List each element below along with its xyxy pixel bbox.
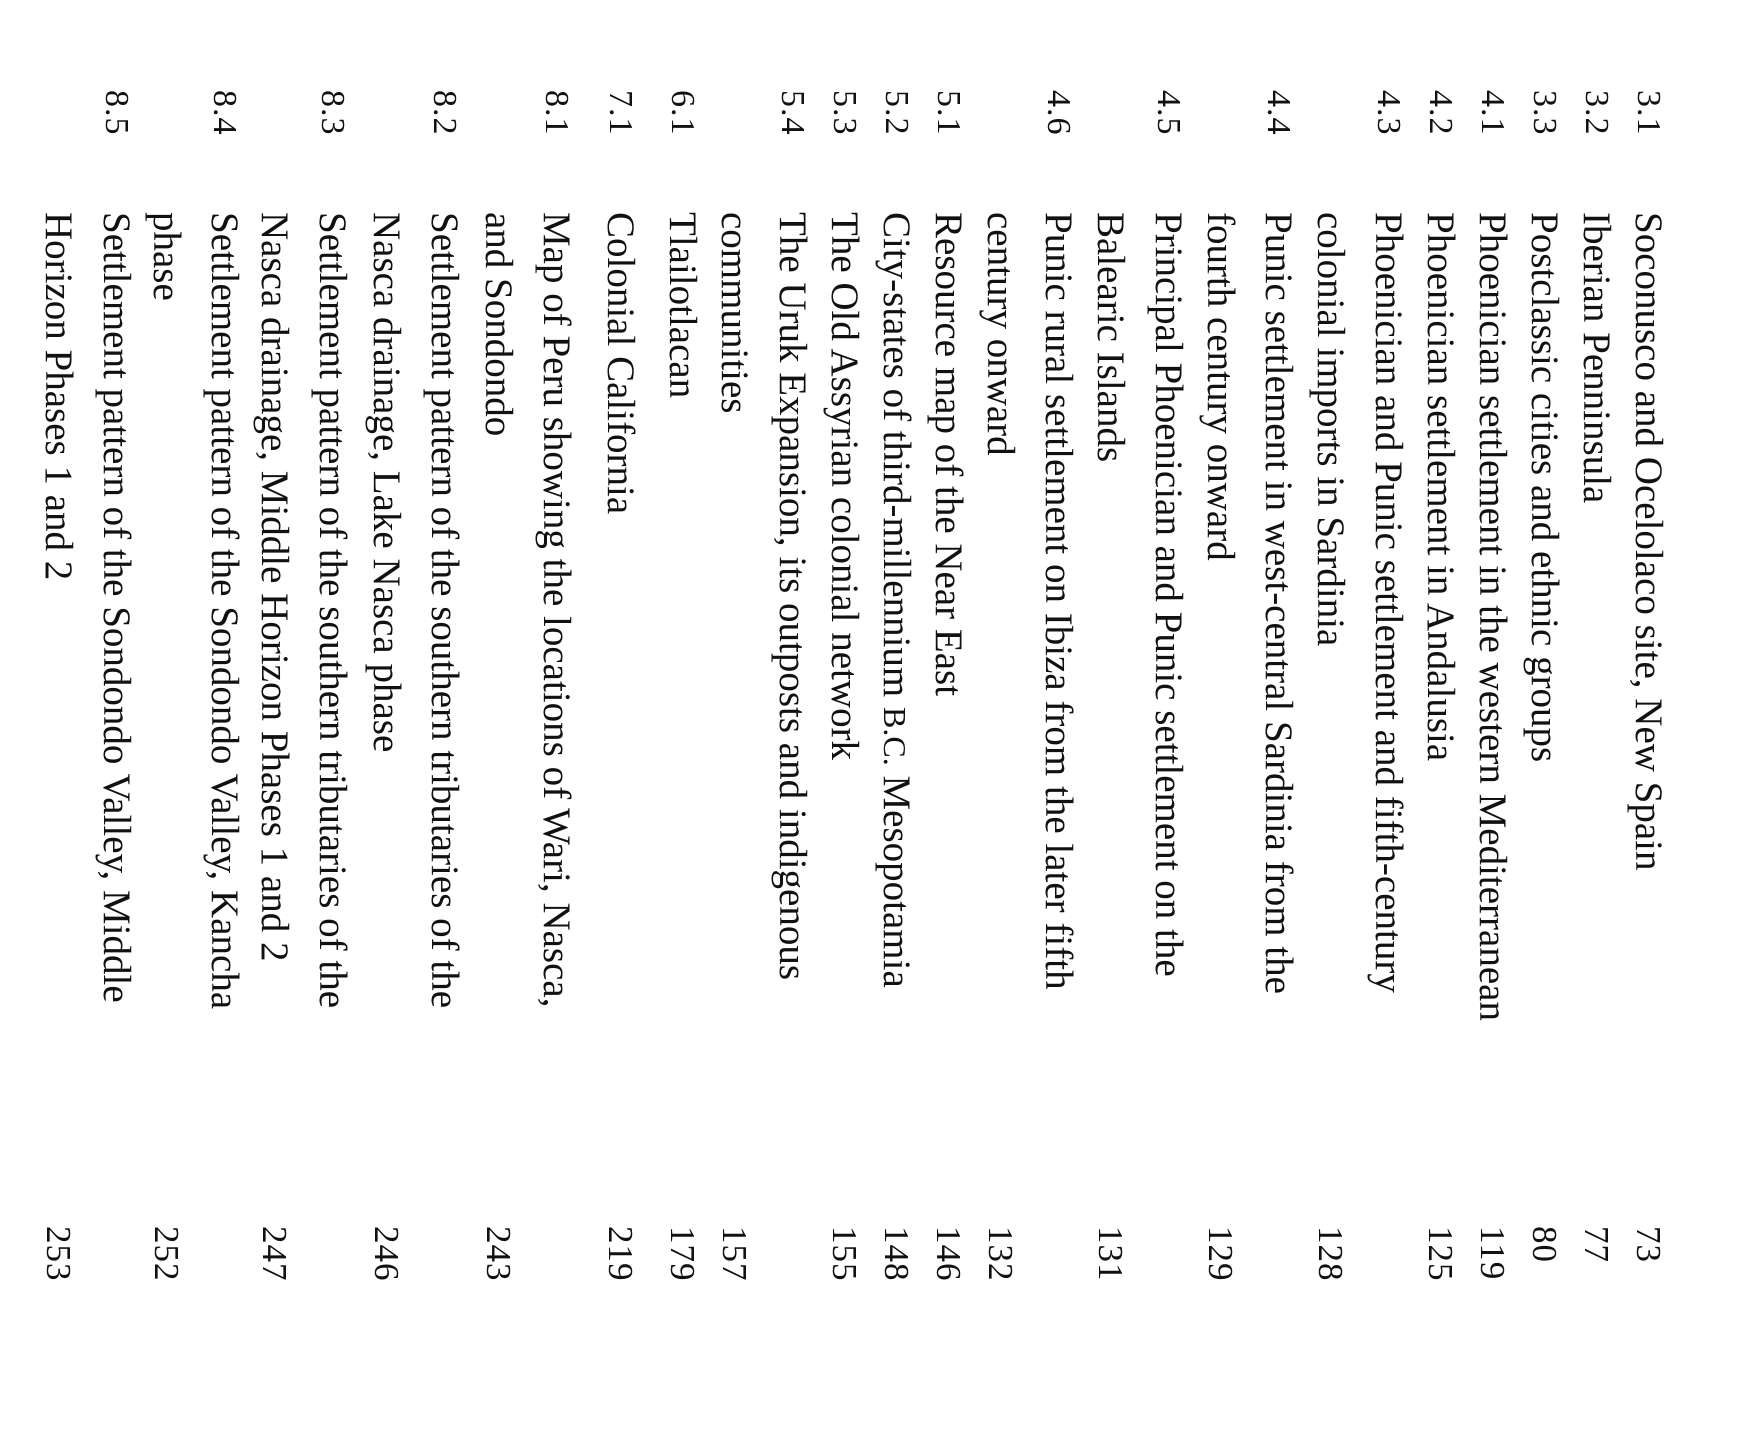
figure-caption <box>919 212 977 1187</box>
caption-line: Phoenician settlement in the western Mediterranean <box>1471 212 1514 1021</box>
caption-line: communities <box>713 212 756 414</box>
figure-caption <box>866 212 925 1187</box>
figure-number: 3.2 <box>1578 90 1615 136</box>
figure-number: 8.2 <box>426 90 463 136</box>
figure-number: 4.4 <box>1260 90 1297 136</box>
page-number: 247 <box>255 1226 294 1282</box>
figure-number: 3.3 <box>1526 90 1563 136</box>
caption-line: Tlailotlacan <box>661 212 704 399</box>
caption-line: Phoenician settlement in Andalusia <box>1419 212 1462 762</box>
figure-caption <box>1081 212 1197 1187</box>
figure-caption <box>1463 212 1521 1187</box>
caption-line: Punic rural settlement on Ibiza from the later fifth <box>1037 212 1080 990</box>
caption-line: Postclassic cities and ethnic groups <box>1523 212 1566 763</box>
page-number: 157 <box>715 1226 754 1282</box>
figure-number: 5.4 <box>774 90 811 136</box>
figure-caption <box>1515 212 1573 1187</box>
caption-line: and Sondondo <box>477 212 520 437</box>
page-number: 179 <box>663 1226 702 1282</box>
caption-line: The Uruk Expansion, its outposts and indigenous <box>771 212 814 981</box>
caption-line: Phoenician and Punic settlement and fifth-century <box>1367 212 1410 993</box>
figure-number: 3.1 <box>1630 90 1667 136</box>
page-number: 243 <box>479 1226 518 1282</box>
page-number: 125 <box>1421 1226 1460 1282</box>
figure-number: 4.6 <box>1040 90 1077 136</box>
caption-line: Iberian Penninsula <box>1575 212 1618 504</box>
figure-caption <box>1411 212 1469 1187</box>
page-number: 77 <box>1577 1226 1616 1263</box>
page-number: 128 <box>1311 1226 1350 1282</box>
page-number: 80 <box>1525 1226 1564 1263</box>
page-number: 73 <box>1629 1226 1668 1263</box>
figure-caption <box>815 212 873 1187</box>
caption-line: Soconusco and Ocelolaco site, New Spain <box>1627 212 1670 871</box>
caption-line: Settlement pattern of the southern tributaries of the <box>311 212 354 1009</box>
figure-caption <box>653 212 711 1187</box>
figure-number: 5.3 <box>826 90 863 136</box>
page-number: 253 <box>39 1226 78 1282</box>
page-number: 148 <box>877 1226 916 1282</box>
caption-line: Resource map of the Near East <box>927 212 970 697</box>
figure-caption <box>705 212 821 1187</box>
figure-caption <box>1301 212 1417 1187</box>
caption-line: Settlement pattern of the southern tributaries of the <box>423 212 466 1009</box>
page-number: 246 <box>367 1226 406 1282</box>
caption-line: Settlement pattern of the Sondondo Valley, Kancha <box>203 212 246 1010</box>
caption-line: Nasca drainage, Lake Nasca phase <box>365 212 408 753</box>
page-number: 252 <box>147 1226 186 1282</box>
caption-line: The Old Assyrian colonial network <box>823 212 866 761</box>
caption-line: colonial imports in Sardinia <box>1309 212 1352 647</box>
figure-number: 8.5 <box>98 90 135 136</box>
figure-caption <box>29 212 145 1187</box>
caption-line: Punic settlement in west-central Sardinia from the <box>1257 212 1300 994</box>
figure-number: 5.1 <box>930 90 967 136</box>
figure-caption <box>1567 212 1625 1187</box>
figure-caption <box>357 212 473 1187</box>
figure-caption <box>1191 212 1307 1187</box>
figure-number: 6.1 <box>664 90 701 136</box>
figure-caption <box>469 212 585 1187</box>
caption-line: Colonial California <box>599 212 642 515</box>
figure-caption <box>137 212 253 1187</box>
page-number: 119 <box>1473 1226 1512 1281</box>
figure-caption <box>591 212 649 1187</box>
page-number: 219 <box>601 1226 640 1282</box>
figure-number: 8.4 <box>206 90 243 136</box>
caption-line: Map of Peru showing the locations of Wari, Nasca, <box>535 212 578 1008</box>
page-number: 146 <box>929 1226 968 1282</box>
page-number: 131 <box>1091 1226 1130 1282</box>
figure-caption <box>245 212 361 1187</box>
caption-line: century onward <box>979 212 1022 456</box>
figure-number: 4.2 <box>1422 90 1459 136</box>
figure-number: 7.1 <box>602 90 639 136</box>
figure-number: 5.2 <box>878 90 915 136</box>
caption-line: phase <box>145 212 188 301</box>
caption-line: Balearic Islands <box>1089 212 1132 463</box>
caption-line: Nasca drainage, Middle Horizon Phases 1 and 2 <box>253 212 296 962</box>
caption-line: Principal Phoenician and Punic settlement on the <box>1147 212 1190 977</box>
caption-line: Horizon Phases 1 and 2 <box>37 212 80 581</box>
figure-number: 8.3 <box>314 90 351 136</box>
page-number: 129 <box>1201 1226 1240 1282</box>
caption-line: City-states of third-millennium B.C. Mesopotamia <box>875 212 918 988</box>
figure-number: 4.3 <box>1370 90 1407 136</box>
page-number: 132 <box>981 1226 1020 1282</box>
figure-number: 4.5 <box>1150 90 1187 136</box>
caption-line: fourth century onward <box>1199 212 1242 561</box>
figure-number: 8.1 <box>538 90 575 136</box>
caption-line: Settlement pattern of the Sondondo Valley, Middle <box>95 212 138 1003</box>
page-number: 155 <box>825 1226 864 1282</box>
figure-number: 4.1 <box>1474 90 1511 136</box>
figure-caption <box>1619 212 1677 1187</box>
figure-caption <box>971 212 1087 1187</box>
